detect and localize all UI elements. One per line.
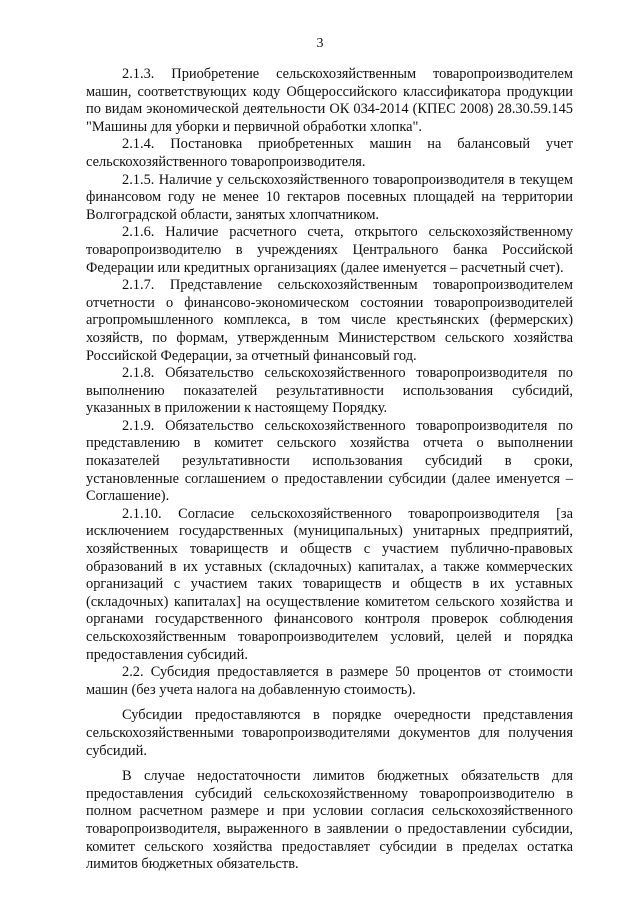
paragraph-2-1-6: 2.1.6. Наличие расчетного счета, открытого сельскохозяйственному товаропроизводителю в учреждениях Центрального банка Российской Федерации или кредитных организациях (далее именуется – расчетный счет). [86,224,573,276]
paragraph-2-1-9: 2.1.9. Обязательство сельскохозяйственного товаропроизводителя по представлению в комитет сельского хозяйства отчета о выполнении показателей результативности использования субсидий в сроки, установленные соглашением о предоставлении субсидии (далее именуется – Соглашение). [86,417,573,505]
document-body [86,66,573,874]
paragraph-subsidy-order: Субсидии предоставляются в порядке очередности представления сельскохозяйственными товаропроизводителями документов для получения субсидий. [86,707,573,759]
paragraph-2-1-7: 2.1.7. Представление сельскохозяйственным товаропроизводителем отчетности о финансово-экономическом состоянии товаропроизводителей агропромышленного комплекса, в том числе крестьянских (фермерских) хозяйств, по формам, утвержденным Министерством сельского хозяйства Российской Федерации, за отчетный финансовый год. [86,277,573,364]
paragraph-insufficient-limits: В случае недостаточности лимитов бюджетных обязательств для предоставления субсидий сельскохозяйственному товаропроизводителю в полном расчетном размере и при условии согласия сельскохозяйственного товаропроизводителя, выраженного в заявлении о предоставлении субсидии, комитет сельского хозяйства предоставляет субсидии в пределах остатка лимитов бюджетных обязательств. [86,768,573,873]
paragraph-2-1-4: 2.1.4. Постановка приобретенных машин на балансовый учет сельскохозяйственного товаропроизводителя. [86,136,573,170]
paragraph-2-1-8: 2.1.8. Обязательство сельскохозяйственного товаропроизводителя по выполнению показателей результативности использования субсидий, указанных в приложении к настоящему Порядку. [86,365,573,417]
paragraph-2-1-5: 2.1.5. Наличие у сельскохозяйственного товаропроизводителя в текущем финансовом году не менее 10 гектаров посевных площадей на территории Волгоградской области, занятых хлопчатником. [86,171,573,223]
paragraph-2-1-3: 2.1.3. Приобретение сельскохозяйственным товаропроизводителем машин, соответствующих коду Общероссийского классификатора продукции по видам экономической деятельности ОК 034-2014 (КПЕС 2008) 28.30.59.145 "Машины для уборки и первичной обработки хлопка". [86,66,573,135]
paragraph-2-1-10: 2.1.10. Согласие сельскохозяйственного товаропроизводителя [за исключением государственных (муниципальных) унитарных предприятий, хозяйственных товариществ и обществ с участием публично-правовых образований в их уставных (складочных) капиталах, а также коммерческих организаций с участием таких товариществ и обществ в их уставных (складочных) капиталах] на осуществление комитетом сельского хозяйства и органами государственного финансового контроля проверок соблюдения сельскохозяйственным товаропроизводителем условий, целей и порядка предоставления субсидий. [86,505,573,663]
paragraph-2-2: 2.2. Субсидия предоставляется в размере 50 процентов от стоимости машин (без учета налога на добавленную стоимость). [86,664,573,698]
page-number: 3 [316,36,324,51]
